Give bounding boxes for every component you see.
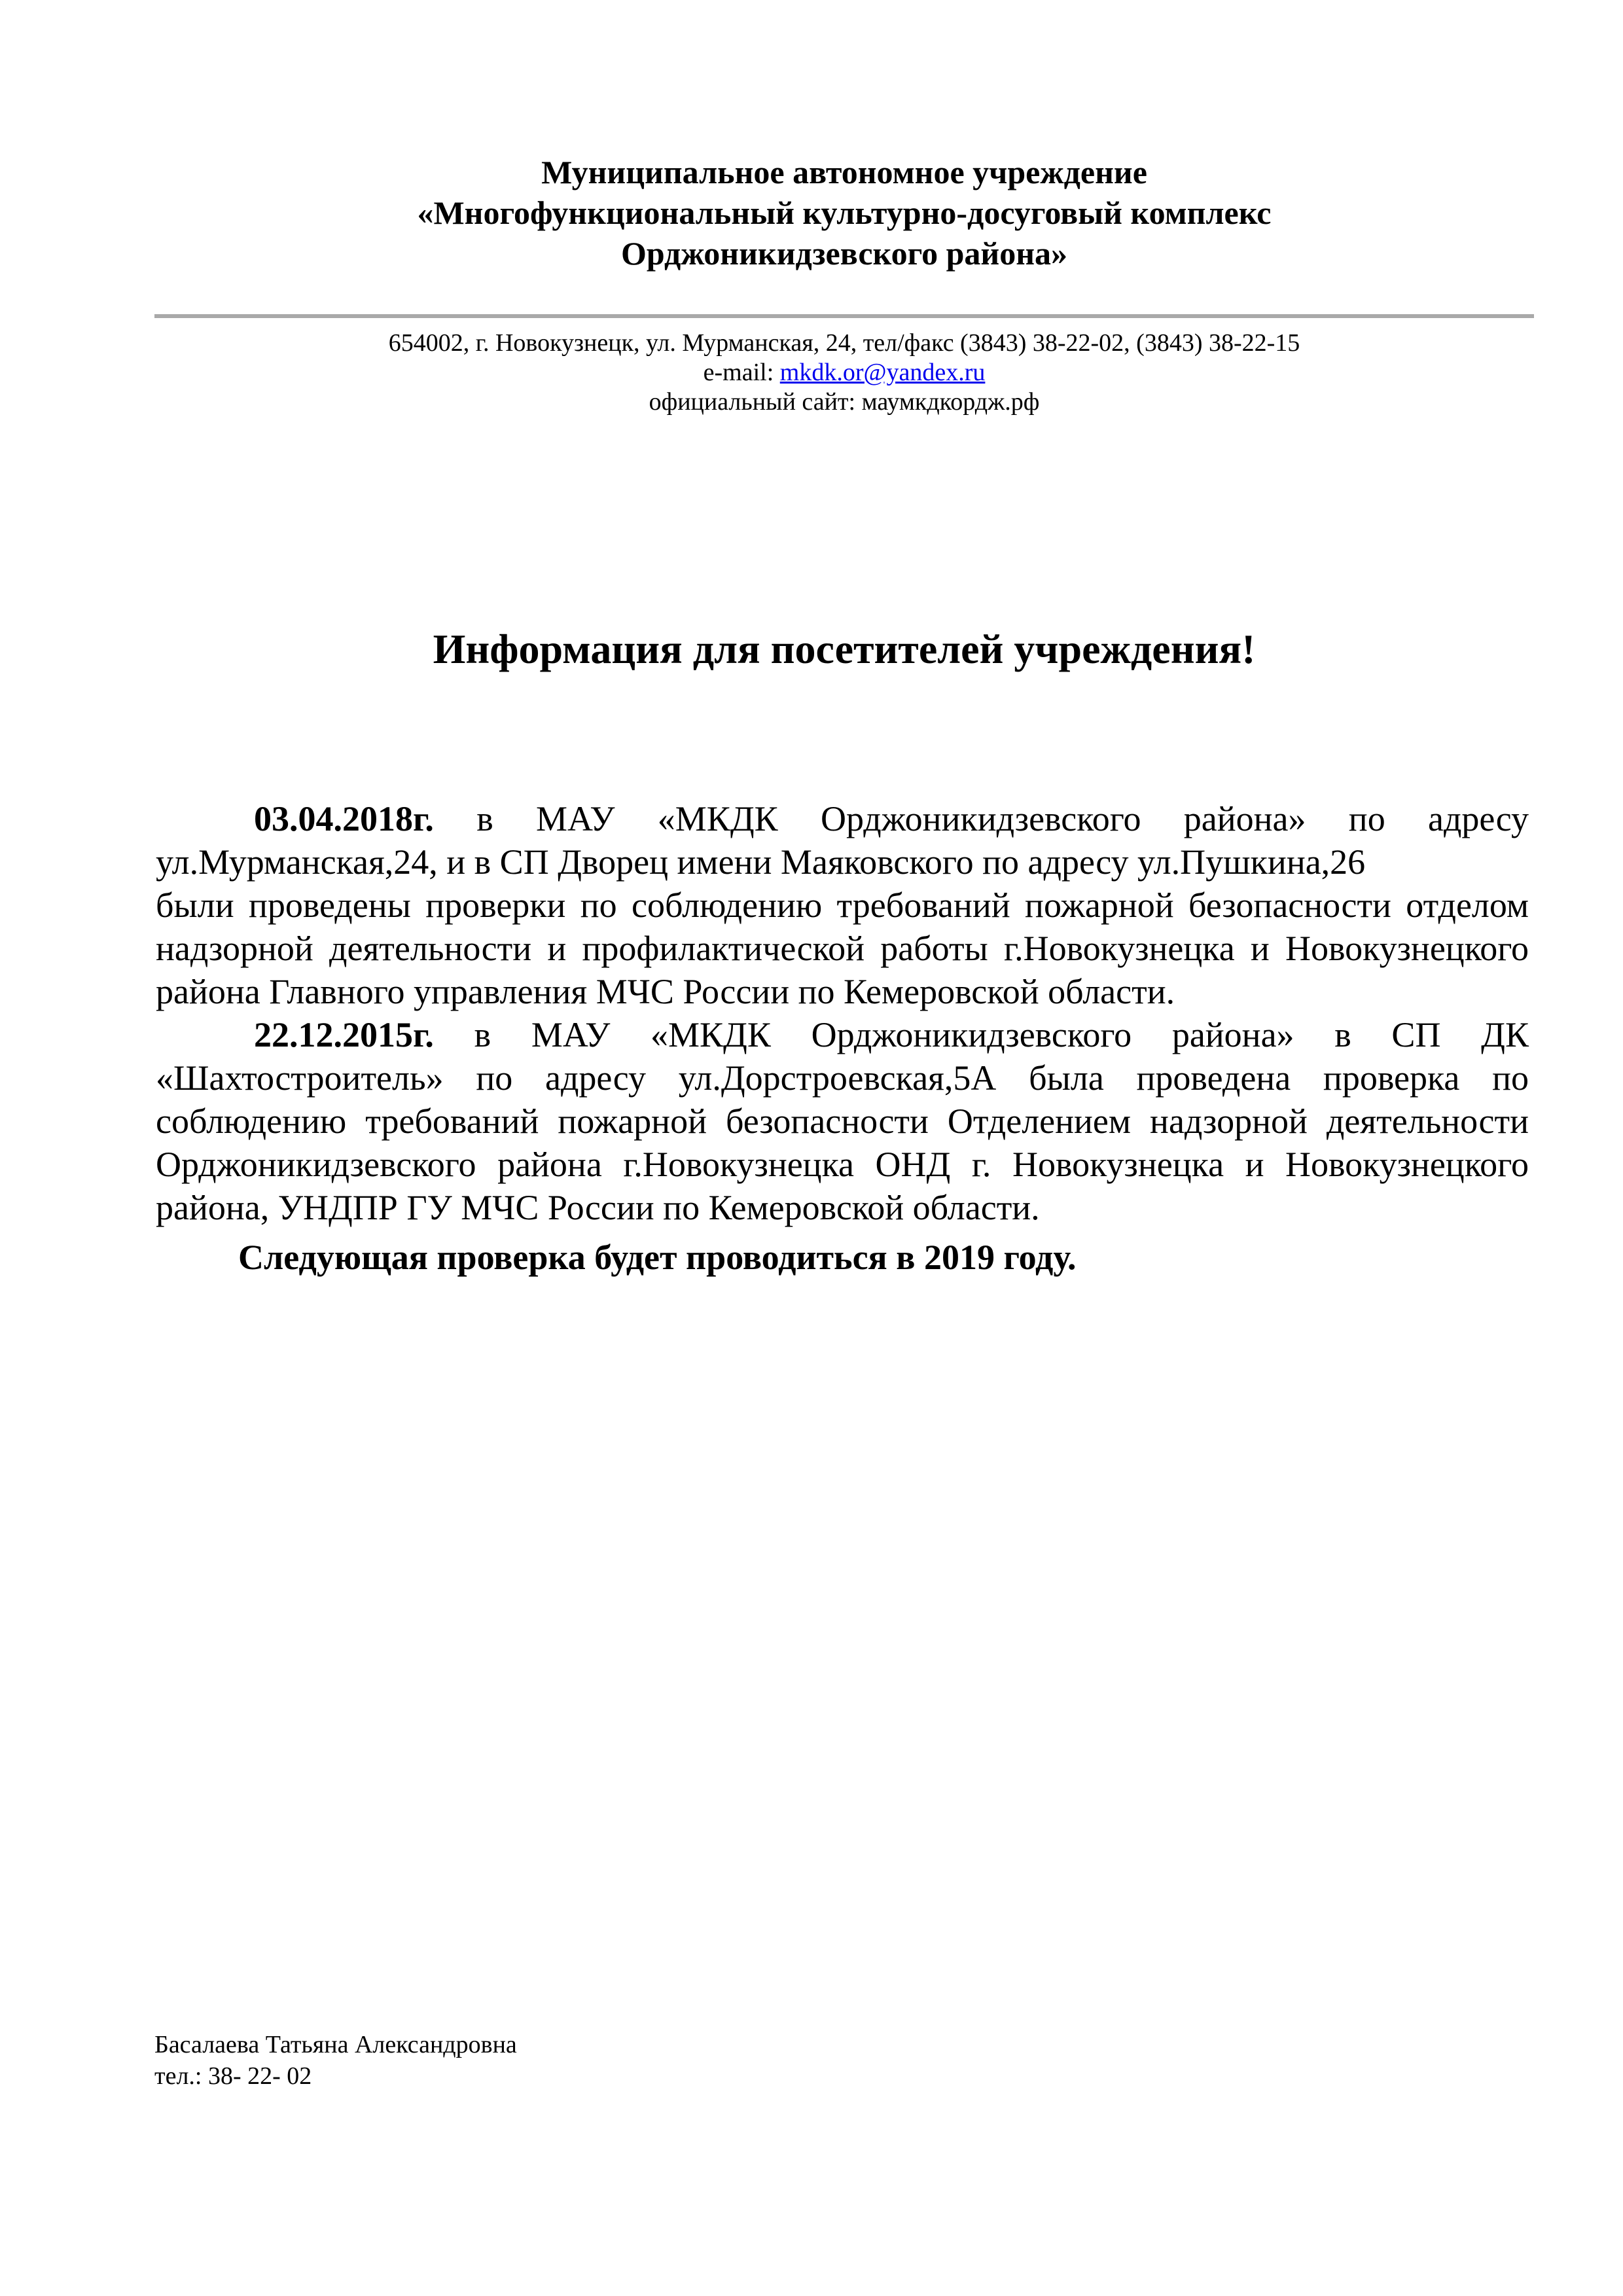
inspection-date-2015: 22.12.2015г. [254, 1015, 434, 1054]
page-title: Информация для посетителей учреждения! [433, 626, 1256, 672]
footer-phone: тел.: 38- 22- 02 [154, 2062, 312, 2090]
next-check-notice: Следующая проверка будет проводиться в 2019 году. [238, 1238, 1077, 1277]
paragraph-1-text-b: были проведены проверки по соблюдению требований пожарной безопасности отделом надзорной деятельности и профилактической работы г.Новокузнецка и Новокузнецкого района Главного управления МЧС России по Кемеровской области. [156, 886, 1529, 1011]
header-line-1: Муниципальное автономное учреждение [541, 154, 1147, 190]
contact-block [157, 329, 1531, 417]
paragraph-inspection-2015 [156, 1013, 1529, 1229]
contact-address: 654002, г. Новокузнецк, ул. Мурманская, 24, тел/факс (3843) 38-22-02, (3843) 38-22-15 [388, 329, 1300, 357]
paragraph-1-text-a: в МАУ «МКДК Орджоникидзевского района» по адресу ул.Мурманская,24, и в СП Дворец имени Маяковского по адресу ул.Пушкина,26 [156, 799, 1529, 882]
paragraph-inspection-2018 [156, 797, 1529, 1013]
contact-site: официальный сайт: маумкдкордж.рф [649, 388, 1040, 416]
email-label: e-mail: [703, 359, 780, 386]
header-divider [154, 314, 1534, 318]
footer-name: Басалаева Татьяна Александровна [154, 2031, 517, 2058]
email-link[interactable]: mkdk.or@yandex.ru [779, 359, 986, 386]
header-line-3: Орджоникидзевского района» [620, 235, 1068, 272]
document-body [156, 797, 1529, 1279]
paragraph-2-text: в МАУ «МКДК Орджоникидзевского района» в СП ДК «Шахтостроитель» по адресу ул.Дорстроевская,5А была проведена проверка по соблюдению требований пожарной безопасности Отделением надзорной деятельности Орджоникидзевского района г.Новокузнецка ОНД г. Новокузнецка и Новокузнецкого района, УНДПР ГУ МЧС России по Кемеровской области. [156, 1015, 1529, 1227]
footer-contact [154, 2029, 517, 2092]
header-line-2: «Многофункциональный культурно-досуговый комплекс [417, 194, 1272, 231]
inspection-date-2018: 03.04.2018г. [254, 799, 434, 838]
contact-email-row [157, 358, 1531, 387]
organization-header [157, 152, 1531, 274]
